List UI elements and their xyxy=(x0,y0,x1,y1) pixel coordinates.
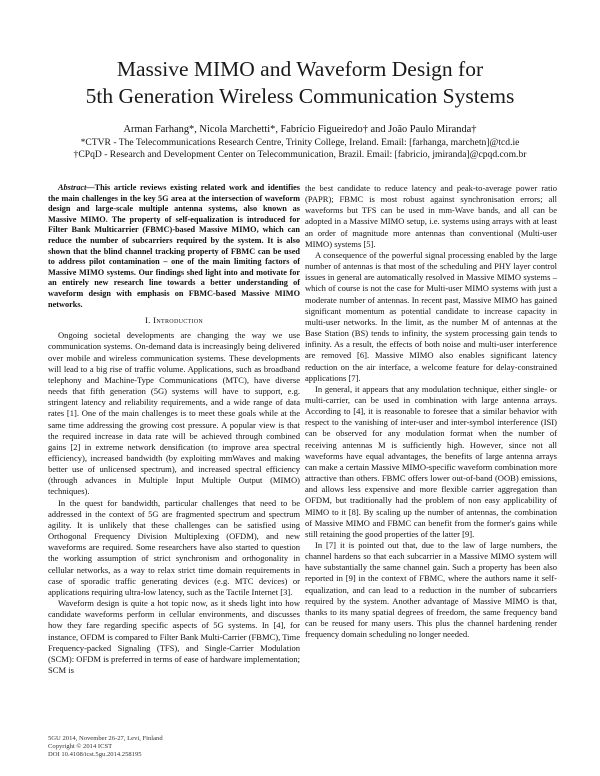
intro-paragraph-1: Ongoing societal developments are changing the way we use communication systems. On-demand data is increasingly being delivered over mobile and wireless communication systems. These developments will lead to a big rise of traffic volume. Applications, such as broadband telephony and Machine-Type Communications (MTC), have diverse needs that fifth generation (5G) systems will have to support, e.g. stringent latency and reliability requirements, and a wide range of data rates [1]. One of the main challenges is to meet these goals while at the same time addressing the growing cost pressure. A popular view is that the required increase in data rate will be achieved through combined gains [2] in extreme network densification (to improve area spectral efficiency), increased bandwidth (by exploiting mmWaves and making better use of unlicensed spectrum), and increased spectral efficiency (through advances in Multiple Input Multiple Output (MIMO) techniques). xyxy=(48,330,300,497)
affiliation-1: *CTVR - The Telecommunications Research Centre, Trinity College, Ireland. Email: [farhanga, marchetn]@tcd.ie xyxy=(80,137,520,148)
title-line-2: 5th Generation Wireless Communication Systems xyxy=(85,84,515,108)
right-paragraph-2: A consequence of the powerful signal processing enabled by the large number of antennas is that most of the scheduling and PHY layer control issues in general are automatically resolved in Massive MIMO systems – which of course is not the case for Multi-user MIMO systems with just a moderate number of antennas. In recent past, Massive MIMO has gained significant momentum as potential candidate to increase capacity in multi-user networks. In the limit, as the number M of antennas at the Base Station (BS) tends to infinity, the system processing gain tends to infinity. As a result, the effects of both noise and multi-user interference are removed [6]. Massive MIMO also enables significant latency reduction on the air interface, a welcome feature for delay-constrained applications [7]. xyxy=(305,249,557,383)
abstract xyxy=(48,183,300,310)
left-column xyxy=(48,183,300,676)
title-line-1: Massive MIMO and Waveform Design for xyxy=(116,57,484,81)
affiliation-2: †CPqD - Research and Development Center on Telecommunication, Brazil. Email: [fabricio, jmiranda]@cpqd.com.br xyxy=(73,149,527,160)
intro-paragraph-3: Waveform design is quite a hot topic now, as it sheds light into how candidate waveforms perform in cellular environments, and discusses how they fare regarding specific aspects of 5G systems. In [4], for instance, OFDM is compared to Filter Bank Multi-Carrier (FBMC), Time Frequency-packed Signaling (TFS), and Single-Carrier Modulation (SCM): OFDM is preferred in terms of ease of hardware implementation; SCM is xyxy=(48,598,300,675)
footer-doi: DOI 10.4108/icst.5gu.2014.258195 xyxy=(48,751,142,759)
right-column xyxy=(305,183,557,640)
abstract-label: Abstract xyxy=(58,183,87,192)
author-names: Arman Farhang*, Nicola Marchetti*, Fabrício Figueiredo† and João Paulo Miranda† xyxy=(123,124,477,135)
right-paragraph-1: the best candidate to reduce latency and peak-to-average power ratio (PAPR); FBMC is most robust against synchronisation errors; all waveforms but TFS can be used in mm-Wave bands, and all can be adopted in a Massive MIMO setup, i.e. systems using arrays with at least an order of magnitude more antennas than conventional (Multi-user MIMO) systems [5]. xyxy=(305,183,557,249)
intro-paragraph-2: In the quest for bandwidth, particular challenges that need to be addressed in the context of 5G are fragmented spectrum and spectrum agility. It is unlikely that these challenges can be satisfied using Orthogonal Frequency Division Multiplexing (OFDM), and new waveforms are required. Some researchers have also started to question the working assumption of strict synchronism and orthogonality in cellular networks, as a way to relax strict time domain requirements in case of sporadic traffic generating devices (e.g. MTC devices) or applications requiring ultra-low latency, such as the Tactile Internet [3]. xyxy=(48,497,300,597)
copyright-footer xyxy=(48,735,163,760)
author-block xyxy=(30,124,570,161)
section-heading-introduction: I. Introduction xyxy=(144,315,204,326)
footer-conference: 5GU 2014, November 26-27, Levi, Finland xyxy=(48,735,163,742)
right-paragraph-4: In [7] it is pointed out that, due to the law of large numbers, the channel hardens so that each subcarrier in a Massive MIMO system will have substantially the same channel gain. Such a property has been also reported in [9] in the context of FBMC, where the authors name it self-equalization, and can lead to a reduction in the number of subcarriers required by the system. Another advantage of Massive MIMO is that, thanks to its many spatial degrees of freedom, the same frequency band can be reused for many users. This plus the channel hardening render frequency domain scheduling no longer needed. xyxy=(305,540,557,640)
right-paragraph-3: In general, it appears that any modulation technique, either single- or multi-carrier, can be used in combination with large antenna arrays. According to [4], it is reasonable to foresee that a similar behavior with respect to the vanishing of inter-user and inter-symbol interference (ISI) can be observed for any modulation format when the number of receiving antennas M is sufficiently high. However, since not all waveforms have equal advantages, the benefits of large antenna arrays can make a certain Massive MIMO-specific waveform combination more attractive than others. FBMC offers lower out-of-band (OOB) emissions, and allows less expensive and more flexible carrier aggregation than OFDM, but traditionally had the problem of non easy applicability of MIMO to it [8]. By scaling up the number of antennas, the combination of Massive MIMO and FBMC can benefit from the former's gains while still retaining the good properties of the latter [9]. xyxy=(305,383,557,539)
abstract-text: —This article reviews existing related work and identifies the main challenges in the key 5G area at the intersection of waveform design and large-scale multiple antenna systems, also known as Massive MIMO. The property of self-equalization is introduced for Filter Bank Multicarrier (FBMC)-based Massive MIMO, which can reduce the number of subcarriers required by the system. It is also shown that the blind channel tracking property of FBMC can be used to address pilot contamination – one of the main limiting factors of Massive MIMO systems. Our findings shed light into and motivate for an entirely new research line towards a better understanding of waveform design with emphasis on FBMC-based Massive MIMO networks. xyxy=(48,183,300,309)
footer-copyright: Copyright © 2014 ICST xyxy=(48,743,113,751)
paper-title xyxy=(30,56,570,110)
